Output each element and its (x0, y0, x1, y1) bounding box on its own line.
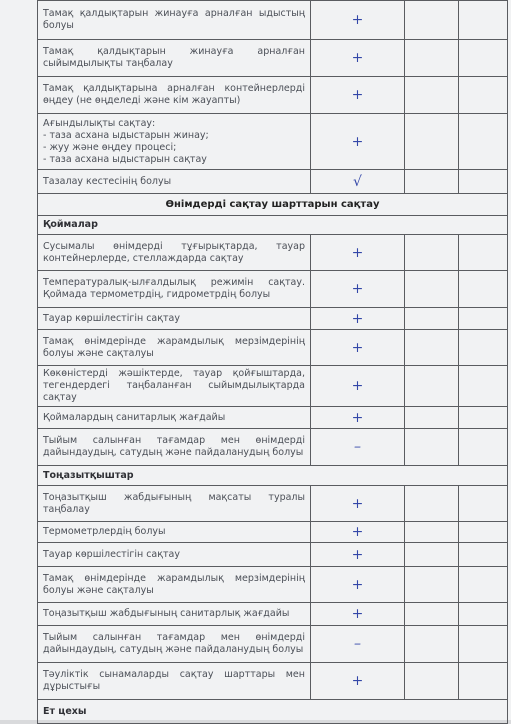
empty-cell (459, 330, 508, 366)
compliance-mark: – (311, 626, 405, 663)
empty-cell (405, 626, 459, 663)
requirement-text: Тамақ қалдықтарын жинауға арналған сыйымдылықты таңбалау (38, 40, 311, 77)
checklist-body (38, 1, 508, 724)
compliance-mark: + (311, 330, 405, 366)
compliance-mark: + (311, 543, 405, 567)
requirement-text: Тәуліктік сынамаларды сақтау шарттары мен дұрыстығы (38, 663, 311, 700)
compliance-mark: + (311, 522, 405, 543)
compliance-mark: + (311, 486, 405, 522)
requirement-text: Тауар көршілестігін сақтау (38, 543, 311, 567)
compliance-mark: + (311, 308, 405, 330)
checklist-row (38, 330, 508, 366)
section-title: Тоңазытқыштар (38, 466, 508, 486)
empty-cell (405, 271, 459, 308)
empty-cell (459, 170, 508, 194)
checklist-row (38, 543, 508, 567)
empty-cell (459, 429, 508, 466)
requirement-text: Көкөністерді жәшіктерде, тауар қойғыштарда, тегендердегі таңбаланған сыйымдылықтарда сақтау (38, 366, 311, 407)
requirement-text: Тамақ қалдықтарына арналған контейнерлерді өңдеу (не өңделеді және кім жауапты) (38, 77, 311, 114)
checklist-row (38, 308, 508, 330)
compliance-mark: + (311, 407, 405, 429)
requirement-text: Тамақ қалдықтарын жинауға арналған ыдыстың болуы (38, 1, 311, 40)
subsection-header (38, 466, 508, 486)
empty-cell (459, 407, 508, 429)
checklist-row (38, 77, 508, 114)
empty-cell (405, 663, 459, 700)
empty-cell (459, 308, 508, 330)
requirement-text: Тыйым салынған тағамдар мен өнімдерді дайындаудың, сатудың және пайдаланудың болуы (38, 429, 311, 466)
empty-cell (405, 543, 459, 567)
compliance-mark: – (311, 429, 405, 466)
checklist-row (38, 235, 508, 271)
empty-cell (405, 114, 459, 170)
compliance-mark: + (311, 603, 405, 626)
empty-cell (459, 40, 508, 77)
section-title: Қоймалар (38, 216, 508, 235)
empty-cell (405, 603, 459, 626)
checklist-row (38, 170, 508, 194)
compliance-mark: + (311, 114, 405, 170)
empty-cell (459, 114, 508, 170)
checklist-row (38, 40, 508, 77)
requirement-text: Тоңазытқыш жабдығының мақсаты туралы таңбалау (38, 486, 311, 522)
checklist-row (38, 429, 508, 466)
empty-cell (459, 77, 508, 114)
empty-cell (405, 40, 459, 77)
compliance-mark: + (311, 366, 405, 407)
empty-cell (405, 486, 459, 522)
compliance-mark: + (311, 235, 405, 271)
checklist-row (38, 114, 508, 170)
requirement-text: Тыйым салынған тағамдар мен өнімдерді дайындаудың, сатудың және пайдаланудың болуы (38, 626, 311, 663)
requirement-text: Сусымалы өнімдерді тұғырықтарда, тауар контейнерлерде, стеллаждарда сақтау (38, 235, 311, 271)
empty-cell (459, 522, 508, 543)
checklist-row (38, 271, 508, 308)
checklist-row (38, 663, 508, 700)
empty-cell (405, 235, 459, 271)
requirement-text: Тамақ өнімдерінде жарамдылық мерзімдерінің болуы және сақталуы (38, 567, 311, 603)
empty-cell (405, 330, 459, 366)
empty-cell (459, 486, 508, 522)
empty-cell (405, 429, 459, 466)
empty-cell (459, 663, 508, 700)
compliance-mark: + (311, 271, 405, 308)
empty-cell (405, 77, 459, 114)
compliance-mark: + (311, 663, 405, 700)
checklist-row (38, 567, 508, 603)
checklist-row (38, 366, 508, 407)
requirement-text: Тамақ өнімдерінде жарамдылық мерзімдерінің болуы және сақталуы (38, 330, 311, 366)
compliance-mark: + (311, 40, 405, 77)
checklist-row (38, 522, 508, 543)
empty-cell (405, 170, 459, 194)
requirement-text: Тауар көршілестігін сақтау (38, 308, 311, 330)
requirement-text: Ағындылықты сақтау: - таза асхана ыдыстарын жинау; - жуу және өңдеу процесі; - таза асхана ыдыстарын сақтау (38, 114, 311, 170)
checklist-row (38, 1, 508, 40)
empty-cell (405, 308, 459, 330)
section-title: Өнімдерді сақтау шарттарын сақтау (38, 194, 508, 216)
empty-cell (405, 366, 459, 407)
checklist-row (38, 626, 508, 663)
empty-cell (459, 543, 508, 567)
requirement-text: Тоңазытқыш жабдығының санитарлық жағдайы (38, 603, 311, 626)
empty-cell (405, 567, 459, 603)
requirement-text: Тазалау кестесінің болуы (38, 170, 311, 194)
empty-cell (405, 522, 459, 543)
empty-cell (405, 1, 459, 40)
requirement-text: Қоймалардың санитарлық жағдайы (38, 407, 311, 429)
empty-cell (459, 603, 508, 626)
empty-cell (459, 567, 508, 603)
checklist-row (38, 407, 508, 429)
empty-cell (405, 407, 459, 429)
requirement-text: Термометрлердің болуы (38, 522, 311, 543)
subsection-header (38, 216, 508, 235)
checklist-row (38, 603, 508, 626)
empty-cell (459, 366, 508, 407)
section-header (38, 194, 508, 216)
compliance-mark: √ (311, 170, 405, 194)
requirement-text: Температуралық-ылғалдылық режимін сақтау. Қоймада термометрдің, гидрометрдің болуы (38, 271, 311, 308)
empty-cell (459, 1, 508, 40)
compliance-mark: + (311, 77, 405, 114)
checklist-table (37, 0, 508, 724)
section-title: Ет цехы (38, 700, 508, 724)
checklist-row (38, 486, 508, 522)
compliance-mark: + (311, 567, 405, 603)
compliance-mark: + (311, 1, 405, 40)
empty-cell (459, 626, 508, 663)
empty-cell (459, 271, 508, 308)
empty-cell (459, 235, 508, 271)
